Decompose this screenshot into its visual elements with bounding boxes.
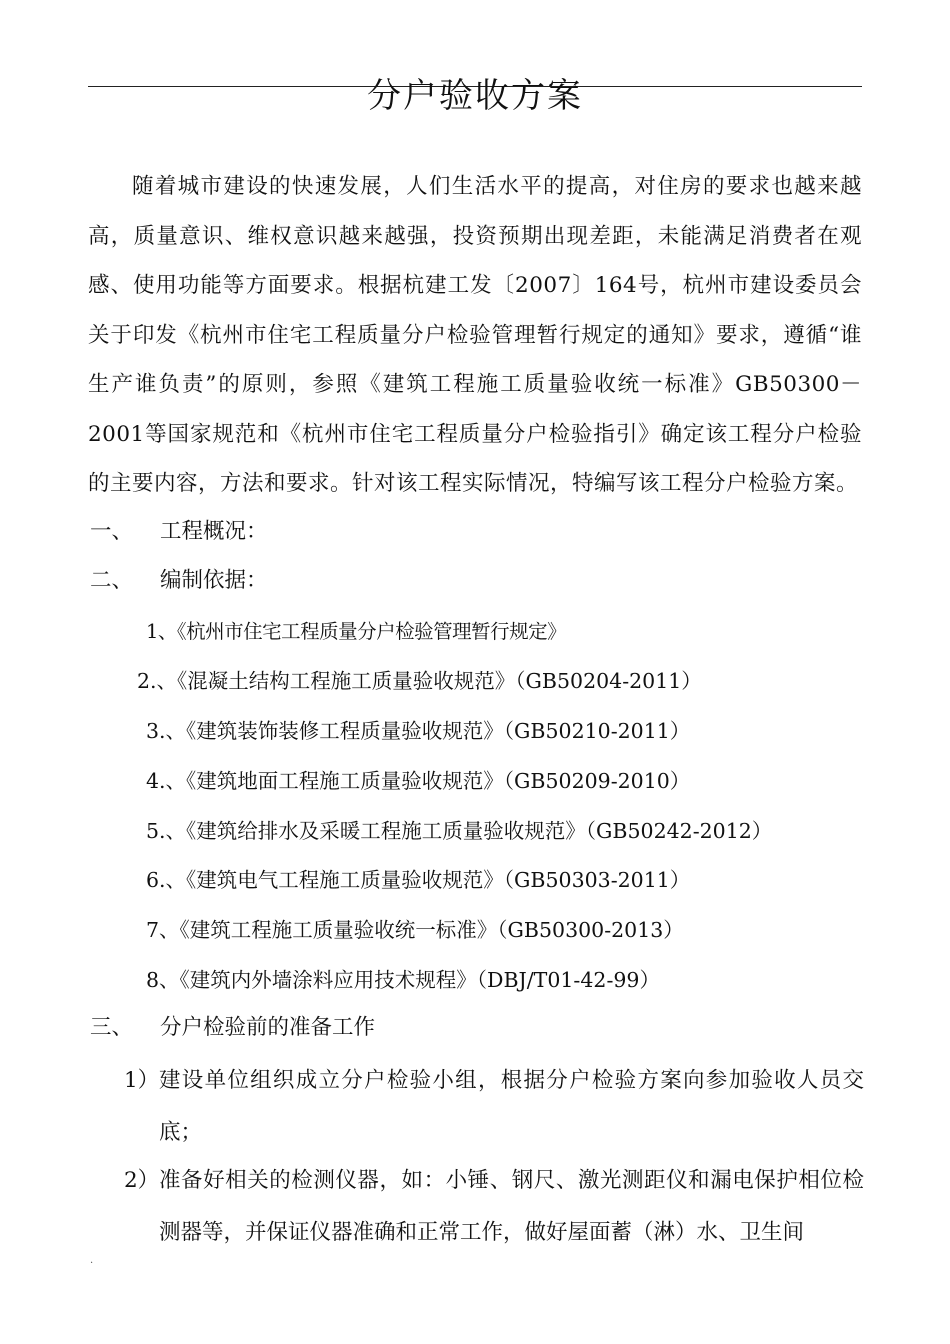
reference-item: 2.、《混凝土结构工程施工质量验收规范》（GB50204-2011） (137, 669, 702, 693)
page-mark: . (90, 1255, 94, 1266)
section-heading (90, 517, 268, 547)
reference-item: 3.、《建筑装饰装修工程质量验收规范》（GB50210-2011） (146, 719, 691, 743)
section-number: 三、 (90, 1015, 134, 1040)
section-heading (90, 566, 268, 596)
document-title: 分户验收方案 (367, 76, 583, 116)
reference-item: 5.、《建筑给排水及采暖工程施工质量验收规范》（GB50242-2012） (146, 819, 773, 843)
item-text: 准备好相关的检测仪器，如：小锤、钢尺、激光测距仪和漏电保护相位检测器等，并保证仪器准确和正常工作，做好屋面蓄（淋）水、卫生间 (159, 1168, 864, 1245)
preparation-item (124, 1055, 864, 1159)
section-heading (90, 1013, 375, 1043)
item-text: 建设单位组织成立分户检验小组，根据分户检验方案向参加验收人员交底； (159, 1068, 864, 1145)
section-title: 编制依据： (160, 568, 268, 593)
section-title: 分户检验前的准备工作 (160, 1015, 376, 1040)
reference-item: 8、《建筑内外墙涂料应用技术规程》（DBJ/T01-42-99） (146, 968, 660, 992)
item-number: 2） (124, 1168, 160, 1193)
reference-item: 6.、《建筑电气工程施工质量验收规范》（GB50303-2011） (146, 868, 691, 892)
reference-item: 4.、《建筑地面工程施工质量验收规范》（GB50209-2010） (146, 769, 691, 793)
section-number: 二、 (90, 568, 134, 593)
reference-item: 1、《杭州市住宅工程质量分户检验管理暂行规定》 (146, 620, 567, 643)
reference-item: 7、《建筑工程施工质量验收统一标准》（GB50300-2013） (146, 918, 684, 942)
preparation-item (124, 1155, 864, 1259)
item-number: 1） (124, 1068, 160, 1093)
section-title: 工程概况： (160, 519, 268, 544)
section-number: 一、 (90, 519, 134, 544)
intro-paragraph: 随着城市建设的快速发展，人们生活水平的提高，对住房的要求也越来越高，质量意识、维权意识越来越强，投资预期出现差距，未能满足消费者在观感、使用功能等方面要求。根据杭建工发〔2007〕164号，杭州市建设委员会关于印发《杭州市住宅工程质量分户检验管理暂行规定的通知》要求，遵循“谁生产谁负责”的原则，参照《建筑工程施工质量验收统一标准》GB50300－2001等国家规范和《杭州市住宅工程质量分户检验指引》确定该工程分户检验的主要内容，方法和要求。针对该工程实际情况，特编写该工程分户检验方案。 (88, 174, 862, 496)
